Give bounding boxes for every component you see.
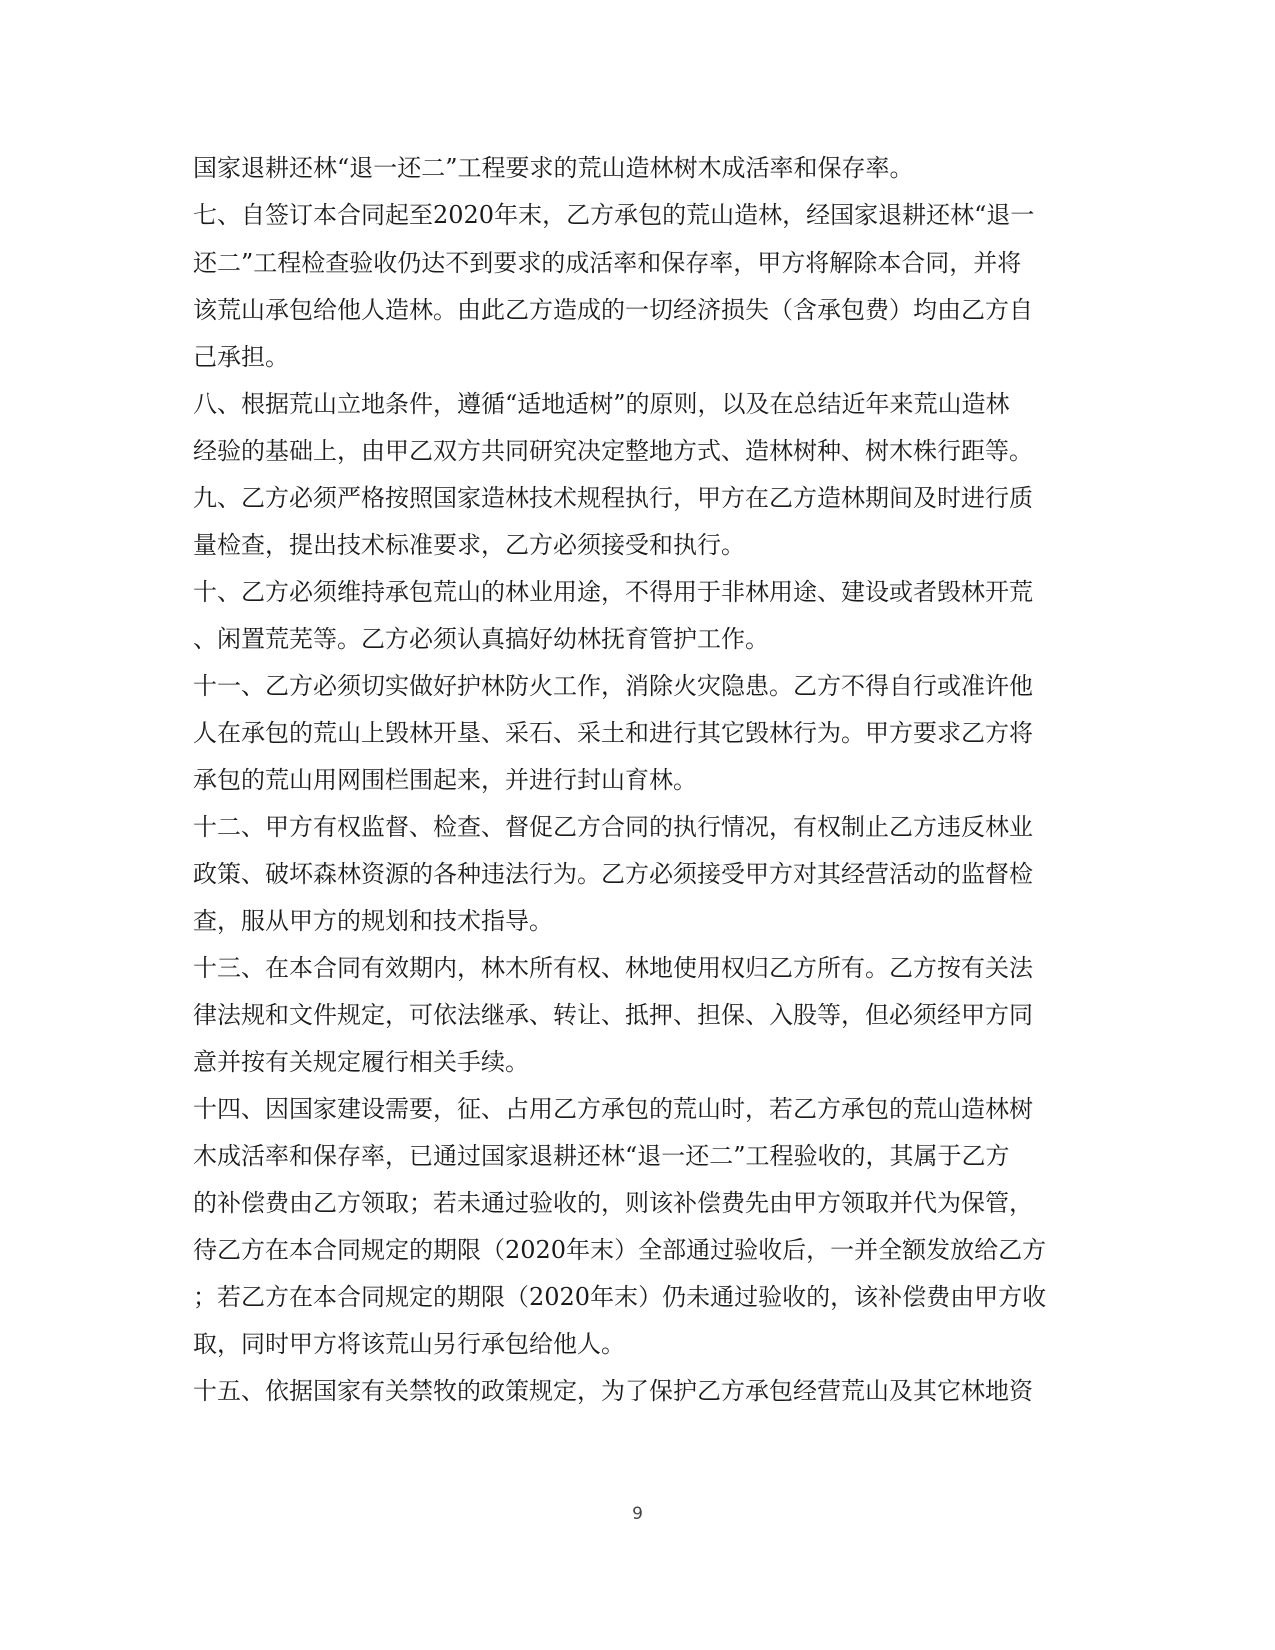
text-line: 国家退耕还林“退一还二”工程要求的荒山造林树木成活率和保存率。: [193, 154, 914, 182]
text-line: 该荒山承包给他人造林。由此乙方造成的一切经济损失（含承包费）均由乙方自: [193, 296, 1033, 324]
text-line: 的补偿费由乙方领取；若未通过验收的，则该补偿费先由甲方领取并代为保管，: [193, 1189, 1033, 1217]
text-line: 意并按有关规定履行相关手续。: [193, 1048, 529, 1076]
text-line: 十五、依据国家有关禁牧的政策规定，为了保护乙方承包经营荒山及其它林地资: [193, 1377, 1033, 1405]
text-line: 十、乙方必须维持承包荒山的林业用途，不得用于非林用途、建设或者毁林开荒: [193, 578, 1033, 606]
text-line: 九、乙方必须严格按照国家造林技术规程执行，甲方在乙方造林期间及时进行质: [193, 484, 1033, 512]
text-line: 木成活率和保存率，已通过国家退耕还林“退一还二”工程验收的，其属于乙方: [193, 1142, 1010, 1170]
text-line: 承包的荒山用网围栏围起来，并进行封山育林。: [193, 766, 697, 794]
text-line: ；若乙方在本合同规定的期限（2020年末）仍未通过验收的，该补偿费由甲方收: [193, 1283, 1047, 1311]
text-line: 八、根据荒山立地条件，遵循“适地适树”的原则，以及在总结近年来荒山造林: [193, 390, 1010, 418]
text-line: 待乙方在本合同规定的期限（2020年末）全部通过验收后，一并全额发放给乙方: [193, 1236, 1047, 1264]
text-line: 还二”工程检查验收仍达不到要求的成活率和保存率，甲方将解除本合同，并将: [193, 249, 1022, 277]
text-line: 十四、因国家建设需要，征、占用乙方承包的荒山时，若乙方承包的荒山造林树: [193, 1095, 1033, 1123]
text-line: 、闲置荒芜等。乙方必须认真搞好幼林抚育管护工作。: [193, 625, 769, 653]
text-line: 量检查，提出技术标准要求，乙方必须接受和执行。: [193, 531, 745, 559]
text-line: 七、自签订本合同起至2020年末，乙方承包的荒山造林，经国家退耕还林“退一: [193, 201, 1035, 229]
page-number: 9: [632, 1504, 643, 1524]
text-line: 律法规和文件规定，可依法继承、转让、抵押、担保、入股等，但必须经甲方同: [193, 1001, 1033, 1029]
text-line: 己承担。: [193, 343, 289, 371]
text-line: 十二、甲方有权监督、检查、督促乙方合同的执行情况，有权制止乙方违反林业: [193, 813, 1033, 841]
text-line: 十三、在本合同有效期内，林木所有权、林地使用权归乙方所有。乙方按有关法: [193, 954, 1033, 982]
text-line: 查，服从甲方的规划和技术指导。: [193, 907, 553, 935]
text-line: 政策、破坏森林资源的各种违法行为。乙方必须接受甲方对其经营活动的监督检: [193, 860, 1033, 888]
text-line: 经验的基础上，由甲乙双方共同研究决定整地方式、造林树种、树木株行距等。: [193, 437, 1033, 465]
text-line: 取，同时甲方将该荒山另行承包给他人。: [193, 1330, 625, 1358]
text-line: 十一、乙方必须切实做好护林防火工作，消除火灾隐患。乙方不得自行或准许他: [193, 672, 1033, 700]
text-line: 人在承包的荒山上毁林开垦、采石、采土和进行其它毁林行为。甲方要求乙方将: [193, 719, 1033, 747]
